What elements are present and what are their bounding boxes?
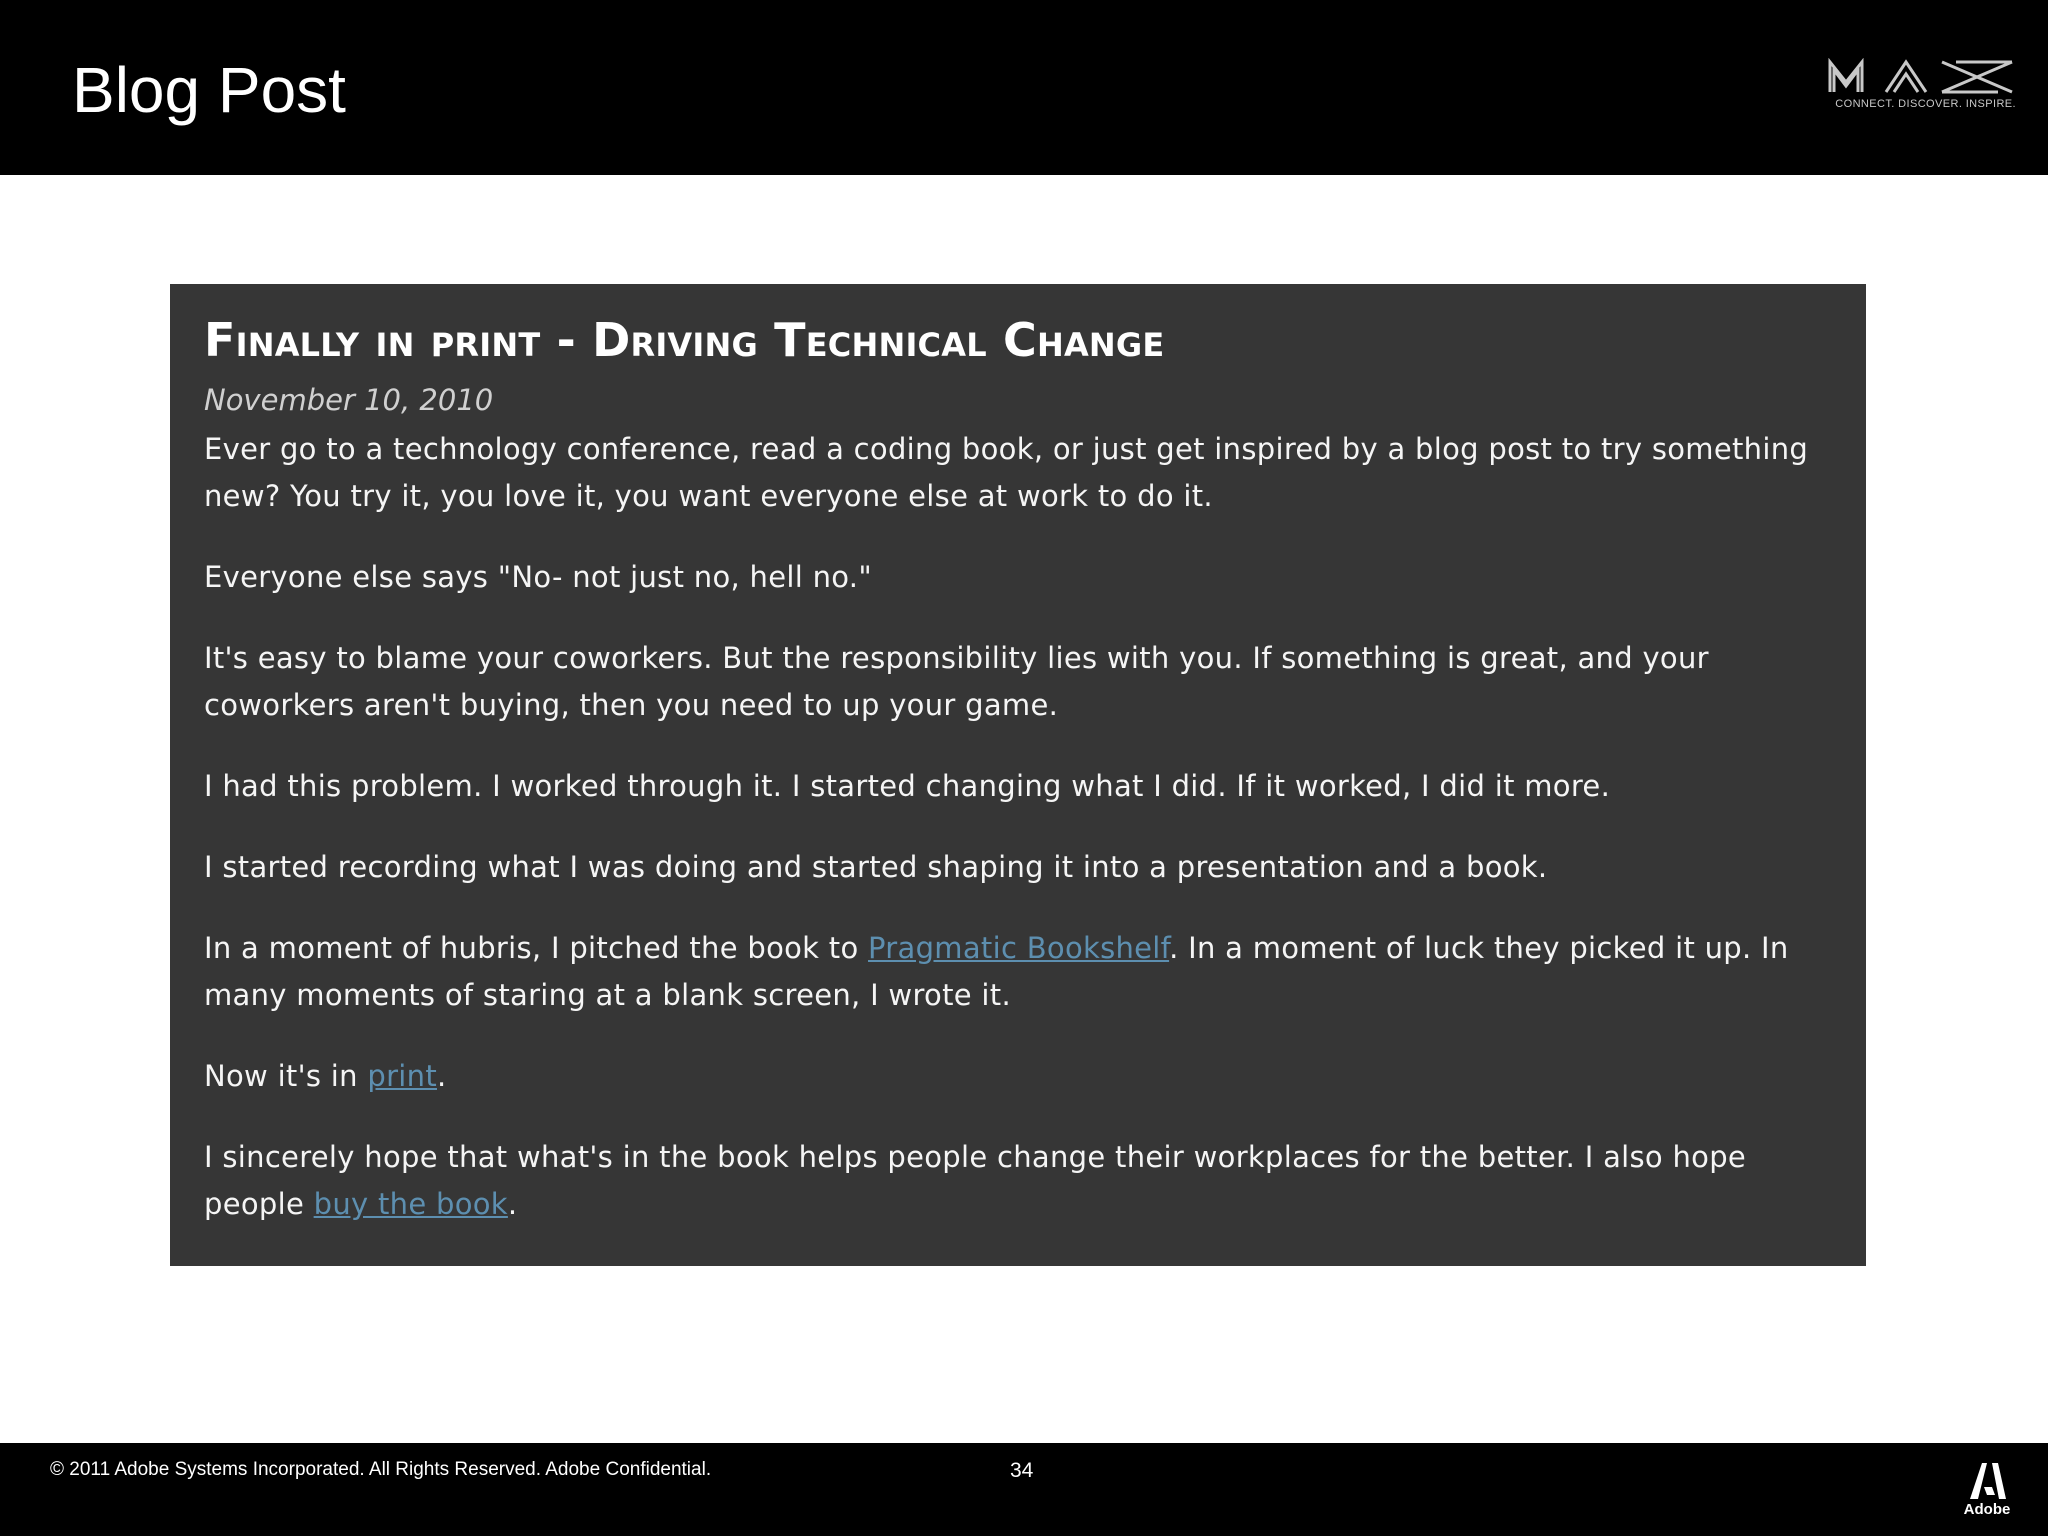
- max-logo-mark: [1826, 58, 2016, 94]
- paragraph-text: . In a moment of luck they picked it up. In many moments of staring at a blank screen, I wrote it.: [204, 931, 1789, 1012]
- paragraph-text: In a moment of hubris, I pitched the book to: [204, 931, 869, 965]
- post-title: Finally in print - Driving Technical Change: [204, 313, 1165, 367]
- post-date: November 10, 2010: [204, 383, 494, 417]
- blog-post-screenshot: [170, 284, 1866, 1266]
- post-paragraph: [204, 925, 1826, 1019]
- paragraph-text: I sincerely hope that what's in the book helps people change their workplaces for the better. I also hope people: [204, 1140, 1747, 1221]
- slide-header: [0, 0, 2048, 175]
- max-logo: [1826, 58, 2016, 114]
- paragraph-text: .: [507, 1187, 518, 1221]
- print-link[interactable]: print: [367, 1059, 437, 1093]
- slide-footer: [0, 1443, 2048, 1536]
- pragmatic-bookshelf-link[interactable]: Pragmatic Bookshelf: [868, 931, 1170, 965]
- adobe-wordmark: Adobe: [1963, 1501, 2011, 1518]
- page-number: 34: [1010, 1459, 1034, 1482]
- post-paragraph: It's easy to blame your coworkers. But the responsibility lies with you. If something is great, and your coworkers aren't buying, then you need to up your game.: [204, 641, 1709, 722]
- post-paragraph: I had this problem. I worked through it. I started changing what I did. If it worked, I did it more.: [204, 769, 1611, 803]
- post-paragraph: [204, 1053, 1826, 1100]
- slide-title: Blog Post: [72, 54, 346, 126]
- copyright-text: © 2011 Adobe Systems Incorporated. All Rights Reserved. Adobe Confidential.: [50, 1459, 712, 1480]
- paragraph-text: Now it's in: [204, 1059, 368, 1093]
- buy-the-book-link[interactable]: buy the book: [313, 1187, 508, 1221]
- paragraph-text: .: [437, 1059, 447, 1093]
- post-paragraph: I started recording what I was doing and started shaping it into a presentation and a book.: [204, 850, 1548, 884]
- max-tagline: CONNECT. DISCOVER. INSPIRE.: [1835, 98, 2016, 110]
- post-paragraph: Everyone else says "No- not just no, hell no.": [204, 560, 872, 594]
- post-paragraph: Ever go to a technology conference, read a coding book, or just get inspired by a blog post to try something new? You try it, you love it, you want everyone else at work to do it.: [204, 432, 1809, 513]
- adobe-logo: [1962, 1461, 2012, 1525]
- adobe-a-icon: [1962, 1461, 2012, 1501]
- post-paragraph: [204, 1134, 1826, 1228]
